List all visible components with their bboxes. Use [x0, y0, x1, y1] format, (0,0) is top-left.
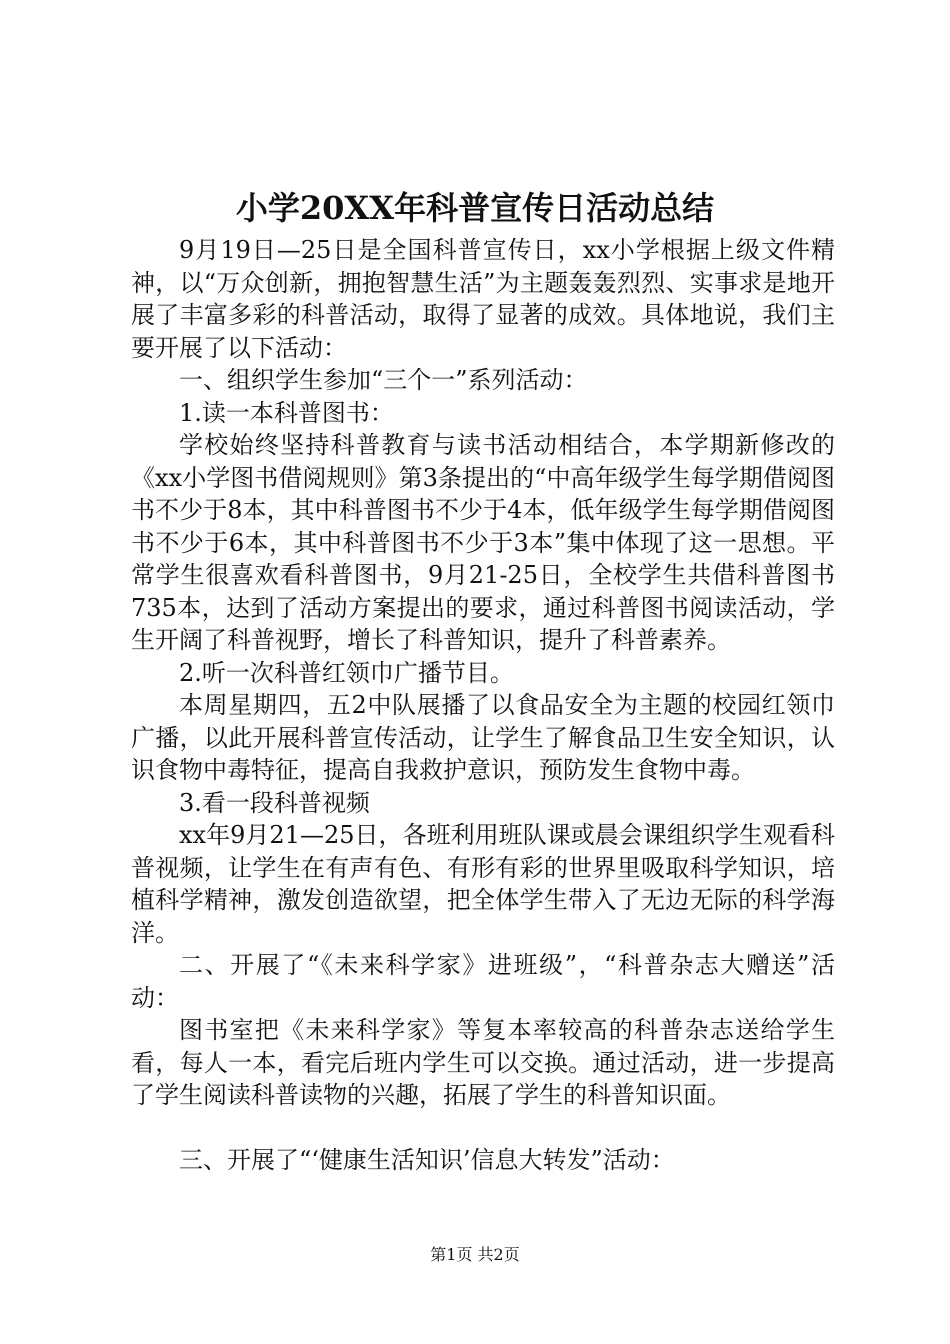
subsection-heading-1: 1.读一本科普图书： — [179, 398, 394, 427]
paragraph-broadcast: 本周星期四，五2中队展播了以食品安全为主题的校园红领巾广播，以此开展科普宣传活动，让学生了解食品卫生安全知识，认识食物中毒特征，提高自我救护意识，预防发生食物中毒。 — [131, 691, 835, 784]
section-heading-2: 二、开展了“《未来科学家》进班级”，“科普杂志大赠送”活动： — [131, 951, 835, 1012]
paragraph-video: xx年9月21—25日，各班利用班队课或晨会课组织学生观看科普视频，让学生在有声有色、有形有彩的世界里吸取科学知识，培植科学精神，激发创造欲望，把全体学生带入了无边无际的科学海洋。 — [131, 821, 835, 947]
document-title: 小学20XX年科普宣传日活动总结 — [235, 189, 715, 227]
section-heading-1: 一、组织学生参加“三个一”系列活动： — [179, 366, 588, 394]
page-number-footer: 第1页 共2页 — [430, 1245, 520, 1264]
subsection-heading-3: 3.看一段科普视频 — [179, 788, 370, 817]
section-heading-3: 三、开展了“‘健康生活知识’信息大转发”活动： — [179, 1146, 675, 1174]
subsection-heading-2: 2.听一次科普红领巾广播节目。 — [179, 658, 514, 687]
document-body — [131, 234, 835, 1177]
paragraph-intro: 9月19日—25日是全国科普宣传日，xx小学根据上级文件精神，以“万众创新，拥抱智慧生活”为主题轰轰烈烈、实事求是地开展了丰富多彩的科普活动，取得了显著的成效。具体地说，我们主要开展了以下活动： — [131, 236, 835, 362]
paragraph-magazine: 图书室把《未来科学家》等复本率较高的科普杂志送给学生看，每人一本，看完后班内学生可以交换。通过活动，进一步提高了学生阅读科普读物的兴趣，拓展了学生的科普知识面。 — [131, 1016, 835, 1109]
paragraph-reading: 学校始终坚持科普教育与读书活动相结合，本学期新修改的《xx小学图书借阅规则》第3条提出的“中高年级学生每学期借阅图书不少于8本，其中科普图书不少于4本，低年级学生每学期借阅图书不少于6本，其中科普图书不少于3本”集中体现了这一思想。平常学生很喜欢看科普图书，9月21-25日，全校学生共借科普图书735本，达到了活动方案提出的要求，通过科普图书阅读活动，学生开阔了科普视野，增长了科普知识，提升了科普素养。 — [131, 431, 835, 654]
